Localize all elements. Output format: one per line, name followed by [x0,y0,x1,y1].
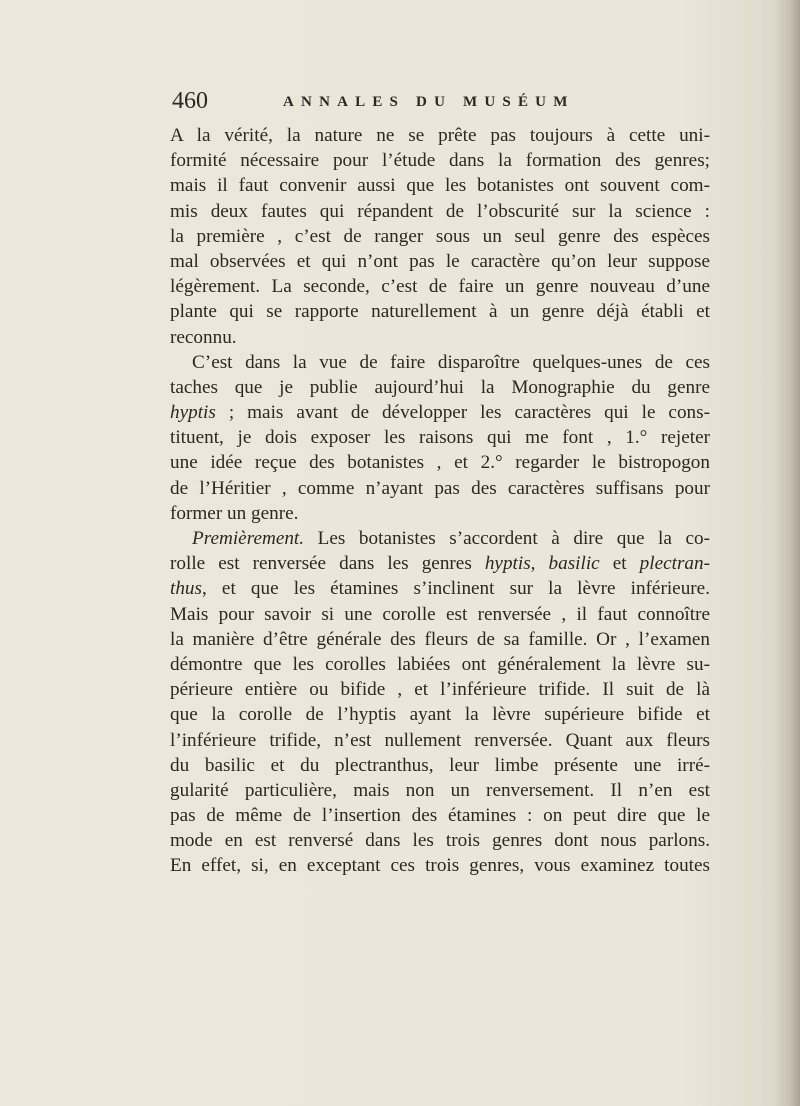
page-edge-shadow [774,0,800,1106]
text-line: mode en est renversé dans les trois genres dont nous parlons. [170,830,710,852]
body-text [170,123,710,879]
page-number: 460 [172,88,208,114]
text-line: plante qui se rapporte naturellement à un genre déjà établi et [170,301,710,323]
text-line: tituent, je dois exposer les raisons qui me font , 1.° rejeter [170,427,710,449]
text-line: gularité particulière, mais non un renversement. Il n’en est [170,779,710,801]
text-line: du basilic et du plectranthus, leur limbe présente une irré- [170,754,710,776]
text-line: mais il faut convenir aussi que les botanistes ont souvent com- [170,175,710,197]
text-line: mal observées et qui n’ont pas le caractère qu’on leur suppose [170,250,710,272]
text-line: la première , c’est de ranger sous un seul genre des espèces [170,225,710,247]
text-line: mis deux fautes qui répandent de l’obscurité sur la science : [170,200,710,222]
text-line: l’inférieure trifide, n’est nullement renversée. Quant aux fleurs [170,729,710,751]
text-line: thus, et que les étamines s’inclinent sur la lèvre inférieure. [170,578,710,600]
text-line: A la vérité, la nature ne se prête pas toujours à cette uni- [170,125,710,146]
text-line: légèrement. La seconde, c’est de faire un genre nouveau d’une [170,276,710,298]
text-line: Premièrement. Les botanistes s’accordent à dire que la co- [192,528,710,549]
text-line: former un genre. [170,502,299,524]
text-line: Mais pour savoir si une corolle est renversée , il faut connoître [170,603,710,625]
text-line: pas de même de l’insertion des étamines : on peut dire que le [170,805,710,827]
text-line: de l’Héritier , comme n’ayant pas des caractères suffisans pour [170,477,710,499]
text-line: rolle est renversée dans les genres hyptis, basilic et plectran- [170,553,710,575]
text-line: périeure entière ou bifide , et l’inférieure trifide. Il suit de là [170,679,710,701]
text-line: démontre que les corolles labiées ont généralement la lèvre su- [170,653,710,675]
page-header [172,88,602,118]
text-line: C’est dans la vue de faire disparoître quelques-unes de ces [192,351,710,373]
text-line: En effet, si, en exceptant ces trois genres, vous examinez toutes [170,855,710,877]
text-line: taches que je publie aujourd’hui la Monographie du genre [170,376,710,398]
text-line: reconnu. [170,326,237,348]
text-line: hyptis ; mais avant de développer les caractères qui le cons- [170,402,710,424]
text-line: une idée reçue des botanistes , et 2.° regarder le bistropogon [170,452,710,474]
running-title: ANNALES DU MUSÉUM [283,94,575,110]
text-line: la manière d’être générale des fleurs de sa famille. Or , l’examen [170,628,710,650]
text-line: formité nécessaire pour l’étude dans la formation des genres; [170,150,710,172]
text-line: que la corolle de l’hyptis ayant la lèvre supérieure bifide et [170,704,710,726]
